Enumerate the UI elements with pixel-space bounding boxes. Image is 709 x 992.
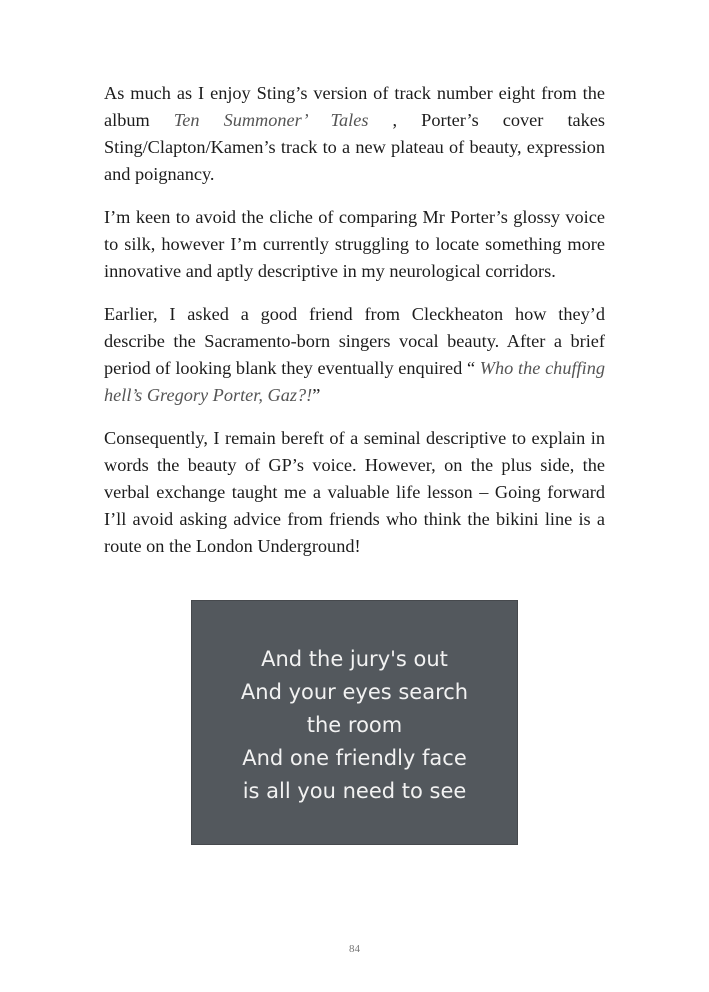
paragraph-3-text-start: Earlier, I asked a good friend from Cleckheaton how they’d describe the Sacramento-born singers vocal beauty. After a brief period of looking blank they eventually enquired “ bbox=[104, 304, 605, 378]
lyric-line-3: the room bbox=[306, 713, 403, 737]
paragraph-1-text-start: As much as I enjoy Sting’s version of track number eight from the album bbox=[104, 83, 605, 130]
paragraph-3 bbox=[104, 301, 605, 409]
lyric-line-1: And the jury's out bbox=[261, 647, 448, 671]
friend-quote: Who the chuffing hell’s Gregory Porter, Gaz?! bbox=[104, 358, 605, 405]
paragraph-2: I’m keen to avoid the cliche of comparing Mr Porter’s glossy voice to silk, however I’m currently struggling to locate something more innovative and aptly descriptive in my neurological corridors. bbox=[104, 207, 605, 281]
lyric-line-5: is all you need to see bbox=[242, 779, 467, 803]
paragraph-1 bbox=[104, 80, 605, 188]
paragraph-4: Consequently, I remain bereft of a seminal descriptive to explain in words the beauty of GP’s voice. However, on the plus side, the verbal exchange taught me a valuable life lesson – Going forward I’ll avoid asking advice from friends who think the bikini line is a route on the London Underground! bbox=[104, 428, 605, 556]
album-title: Ten Summoner’ Tales bbox=[173, 110, 369, 130]
lyric-line-2: And your eyes search bbox=[240, 680, 469, 704]
lyrics-quote-image bbox=[191, 600, 518, 845]
page-number: 84 bbox=[349, 943, 360, 955]
body-text bbox=[104, 80, 605, 576]
lyric-line-4: And one friendly face bbox=[242, 746, 467, 770]
paragraph-3-text-end: ” bbox=[312, 385, 321, 405]
paragraph-1-text-end: , Porter’s cover takes Sting/Clapton/Kamen’s track to a new plateau of beauty, expression and poignancy. bbox=[104, 110, 606, 184]
lyrics-quote-text bbox=[241, 643, 468, 808]
